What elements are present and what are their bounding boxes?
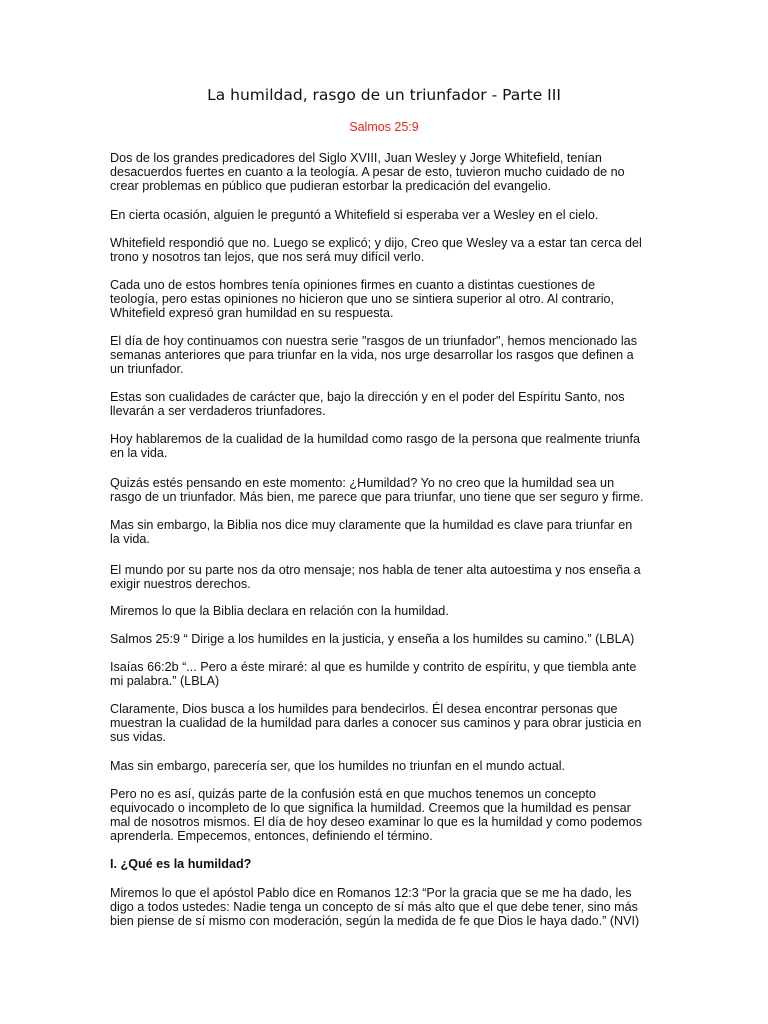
paragraph-7: Hoy hablaremos de la cualidad de la humildad como rasgo de la persona que realmente triunfa en la vida. — [110, 432, 640, 461]
paragraph-6: Estas son cualidades de carácter que, bajo la dirección y en el poder del Espíritu Santo, nos llevarán a ser verdaderos triunfadores. — [110, 390, 625, 419]
paragraph-9: Mas sin embargo, la Biblia nos dice muy claramente que la humildad es clave para triunfar en la vida. — [110, 518, 633, 547]
paragraph-12: Salmos 25:9 “ Dirige a los humildes en la justicia, y enseña a los humildes su camino.” (LBLA) — [110, 632, 635, 646]
paragraph-16: Pero no es así, quizás parte de la confusión está en que muchos tenemos un concepto equivocado o incompleto de lo que significa la humildad. Creemos que la humildad es pensar mal de nosotros mismos. El día de hoy deseo examinar lo que es la humildad y como podemos aprenderla. Empecemos, entonces, definiendo el término. — [110, 787, 643, 844]
document-title: La humildad, rasgo de un triunfador - Parte III — [207, 86, 561, 104]
paragraph-final: Miremos lo que el apóstol Pablo dice en Romanos 12:3 “Por la gracia que se me ha dado, les digo a todos ustedes: Nadie tenga un concepto de sí más alto que el que debe tener, sino más bien piense de sí mismo con moderación, según la medida de fe que Dios le haya dado.” (NVI) — [110, 886, 640, 929]
paragraph-15: Mas sin embargo, parecería ser, que los humildes no triunfan en el mundo actual. — [110, 759, 566, 773]
paragraph-14: Claramente, Dios busca a los humildes para bendecirlos. Él desea encontrar personas que muestran la cualidad de la humildad para darles a conocer sus caminos y para obrar justicia en sus vidas. — [110, 702, 642, 745]
scripture-reference: Salmos 25:9 — [349, 120, 419, 134]
paragraph-2: En cierta ocasión, alguien le preguntó a Whitefield si esperaba ver a Wesley en el cielo. — [110, 208, 599, 222]
paragraph-11: Miremos lo que la Biblia declara en relación con la humildad. — [110, 604, 449, 618]
paragraph-3: Whitefield respondió que no. Luego se explicó; y dijo, Creo que Wesley va a estar tan cerca del trono y nosotros tan lejos, que nos será muy difícil verlo. — [110, 236, 642, 265]
paragraph-13: Isaías 66:2b “... Pero a éste miraré: al que es humilde y contrito de espíritu, y que tiembla ante mi palabra.” (LBLA) — [110, 660, 637, 689]
paragraph-10: El mundo por su parte nos da otro mensaje; nos habla de tener alta autoestima y nos enseña a exigir nuestros derechos. — [110, 563, 641, 592]
section-heading: I. ¿Qué es la humildad? — [110, 857, 252, 871]
paragraph-1: Dos de los grandes predicadores del Siglo XVIII, Juan Wesley y Jorge Whitefield, tenían desacuerdos fuertes en cuanto a la teología. A pesar de esto, tuvieron mucho cuidado de no crear problemas en público que pudieran estorbar la predicación del evangelio. — [110, 151, 625, 194]
paragraph-8: Quizás estés pensando en este momento: ¿Humildad? Yo no creo que la humildad sea un rasgo de un triunfador. Más bien, me parece que para triunfar, uno tiene que ser seguro y firme. — [110, 476, 644, 505]
paragraph-4: Cada uno de estos hombres tenía opiniones firmes en cuanto a distintas cuestiones de teología, pero estas opiniones no hicieron que uno se sintiera superior al otro. Al contrario, Whitefield expresó gran humildad en su respuesta. — [110, 278, 615, 321]
paragraph-5: El día de hoy continuamos con nuestra serie "rasgos de un triunfador", hemos mencionado las semanas anteriores que para triunfar en la vida, nos urge desarrollar los rasgos que definen a un triunfador. — [110, 334, 637, 377]
